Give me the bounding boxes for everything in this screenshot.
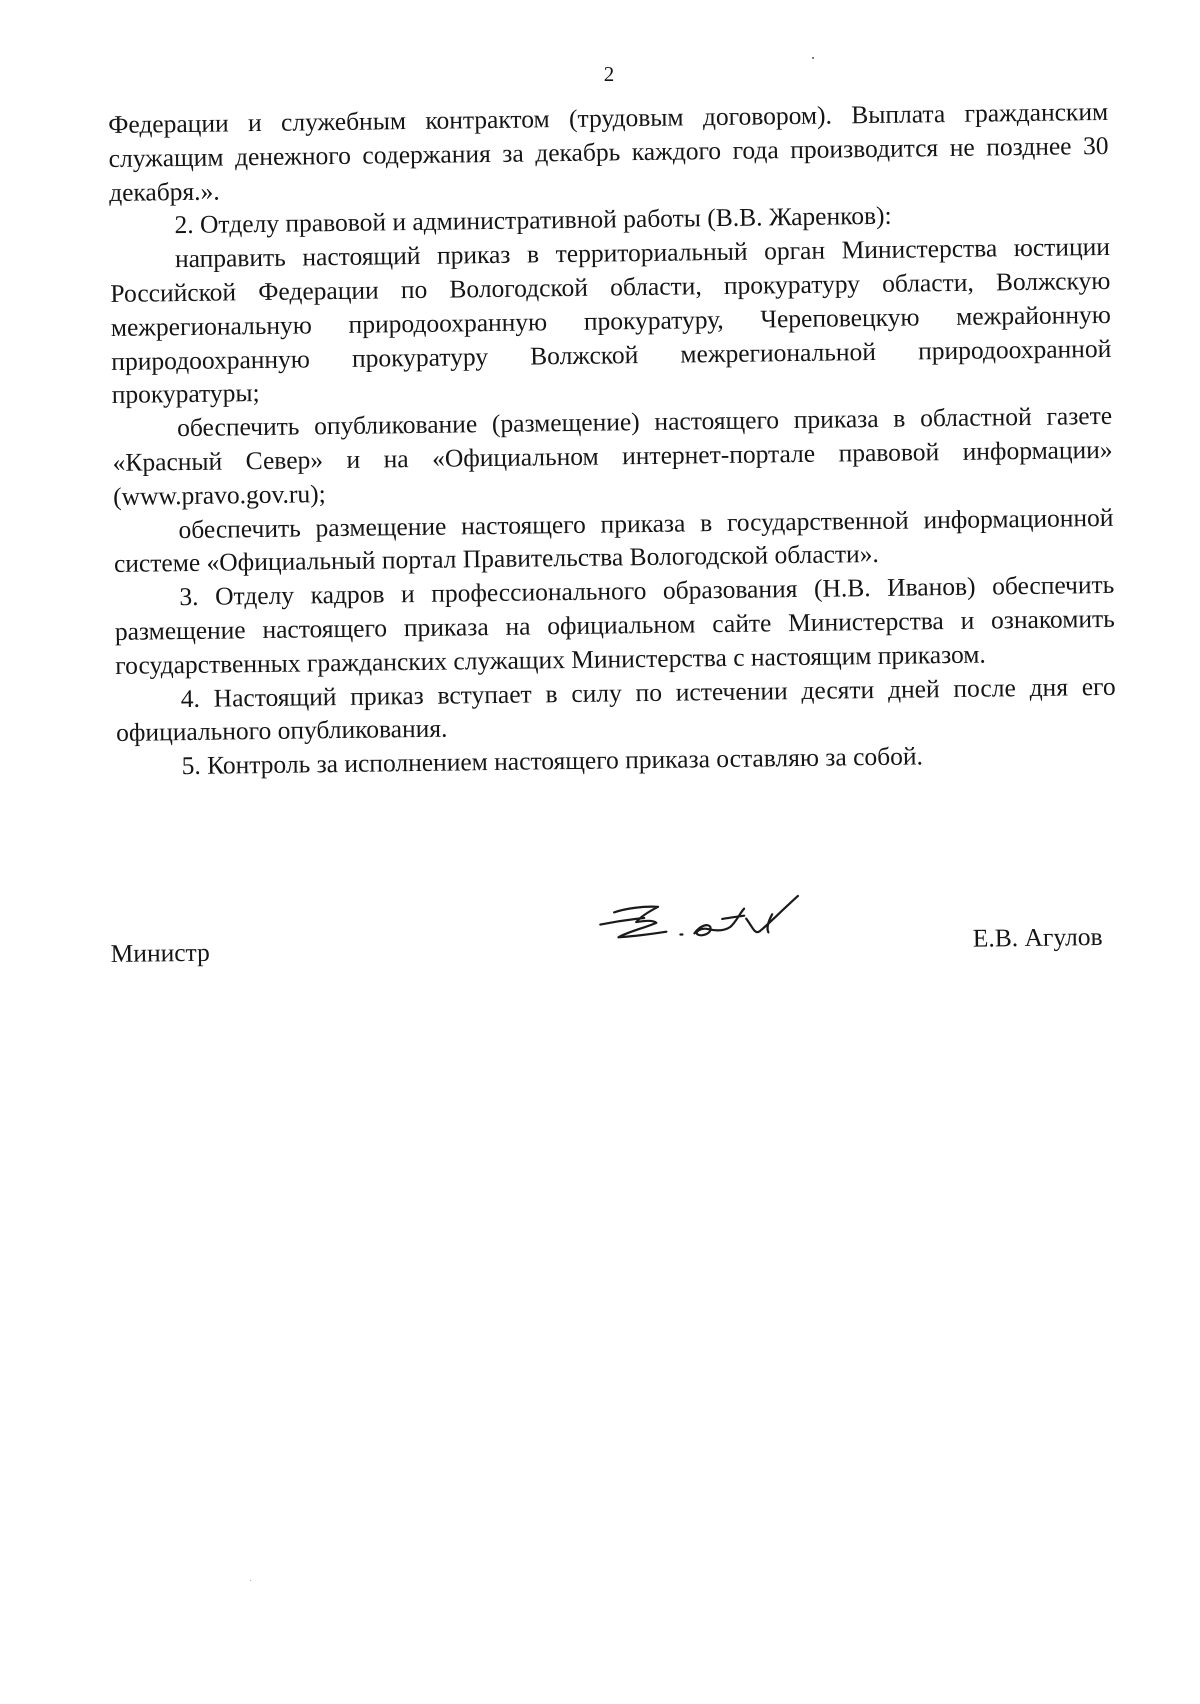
paragraph-item-2-portal: обеспечить размещение настоящего приказа в государственной информационной системе «Официальный портал Правительства Вологодской области». xyxy=(113,502,1114,579)
scan-speck xyxy=(812,57,814,59)
paragraph-continuation: Федерации и служебным контрактом (трудовым договором). Выплата гражданским служащим денежного содержания за декабрь каждого года производится не позднее 30 декабря.». xyxy=(108,96,1109,207)
paragraph-item-2-send: направить настоящий приказ в территориальный орган Министерства юстиции Российской Федерации по Вологодской области, прокуратуру области, Волжскую межрегиональную природоохранную прокуратуру, Череповецкую межрайонную природоохранную прокуратуру Волжской межрегиональной природоохранной прокуратуры; xyxy=(110,232,1112,410)
handwritten-signature xyxy=(596,888,807,961)
document-body xyxy=(108,95,1117,784)
paragraph-item-2: 2. Отделу правовой и административной работы (В.В. Жаренков): xyxy=(174,201,892,240)
signer-name: Е.В. Агулов xyxy=(972,921,1103,953)
signature-block xyxy=(108,892,1109,985)
scan-speck xyxy=(250,1580,251,1581)
signer-position: Министр xyxy=(110,937,210,968)
paragraph-item-5: 5. Контроль за исполнением настоящего приказа оставляю за собой. xyxy=(181,741,924,781)
page-number: 2 xyxy=(603,62,615,86)
paragraph-item-3: 3. Отделу кадров и профессионального образования (Н.В. Иванов) обеспечить размещение настоящего приказа на официальном сайте Министерства и ознакомить государственных гражданских служащих Министерства с настоящим приказом. xyxy=(114,570,1115,680)
paragraph-item-2-publish: обеспечить опубликование (размещение) настоящего приказа в областной газете «Красный Север» и на «Официальном интернет-портале правовой информации» (www.pravo.gov.ru); xyxy=(112,401,1113,511)
paragraph-item-4: 4. Настоящий приказ вступает в силу по истечении десяти дней после дня его официального опубликования. xyxy=(115,671,1116,748)
